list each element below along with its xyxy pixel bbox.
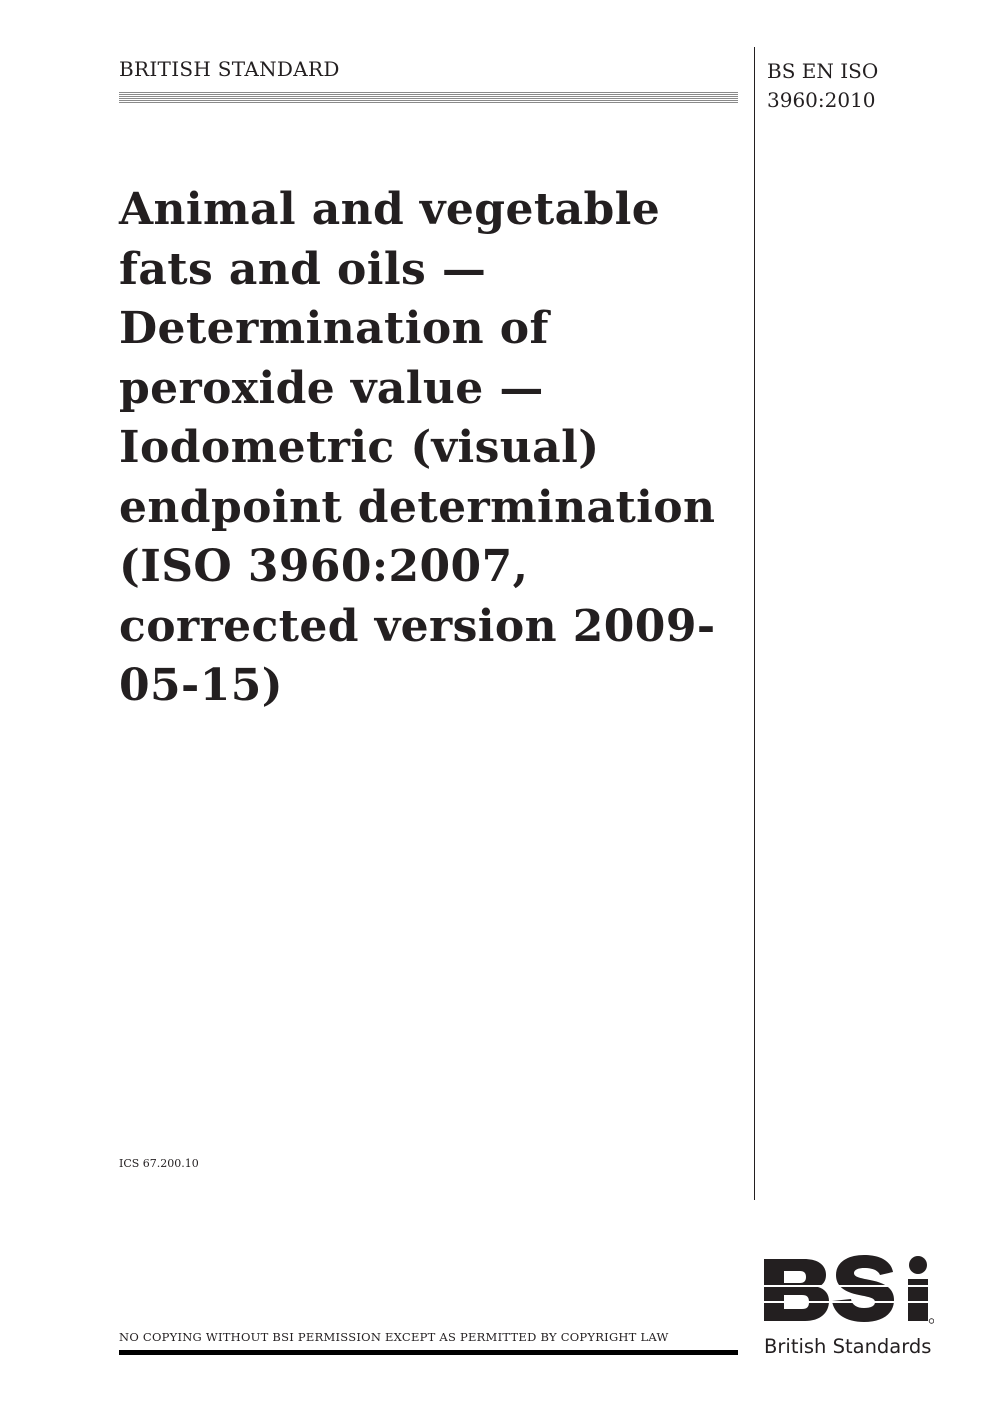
- bsi-logo: [762, 1255, 942, 1365]
- bsi-logo-mark: [762, 1255, 934, 1325]
- document-type-label: BRITISH STANDARD: [119, 57, 340, 81]
- document-title: Animal and vegetable fats and oils — Determination of peroxide value — Iodometric (visual) endpoint determination (ISO 3960:2007, corrected version 2009-05-15): [119, 184, 716, 711]
- header-rule: [119, 92, 738, 104]
- ics-code: ICS 67.200.10: [119, 1157, 199, 1170]
- copyright-notice: NO COPYING WITHOUT BSI PERMISSION EXCEPT AS PERMITTED BY COPYRIGHT LAW: [119, 1330, 669, 1344]
- vertical-divider: [754, 47, 755, 1200]
- footer-rule: [119, 1350, 738, 1355]
- standard-number: BS EN ISO 3960:2010: [767, 59, 879, 112]
- bsi-logo-text: British Standards: [764, 1335, 932, 1358]
